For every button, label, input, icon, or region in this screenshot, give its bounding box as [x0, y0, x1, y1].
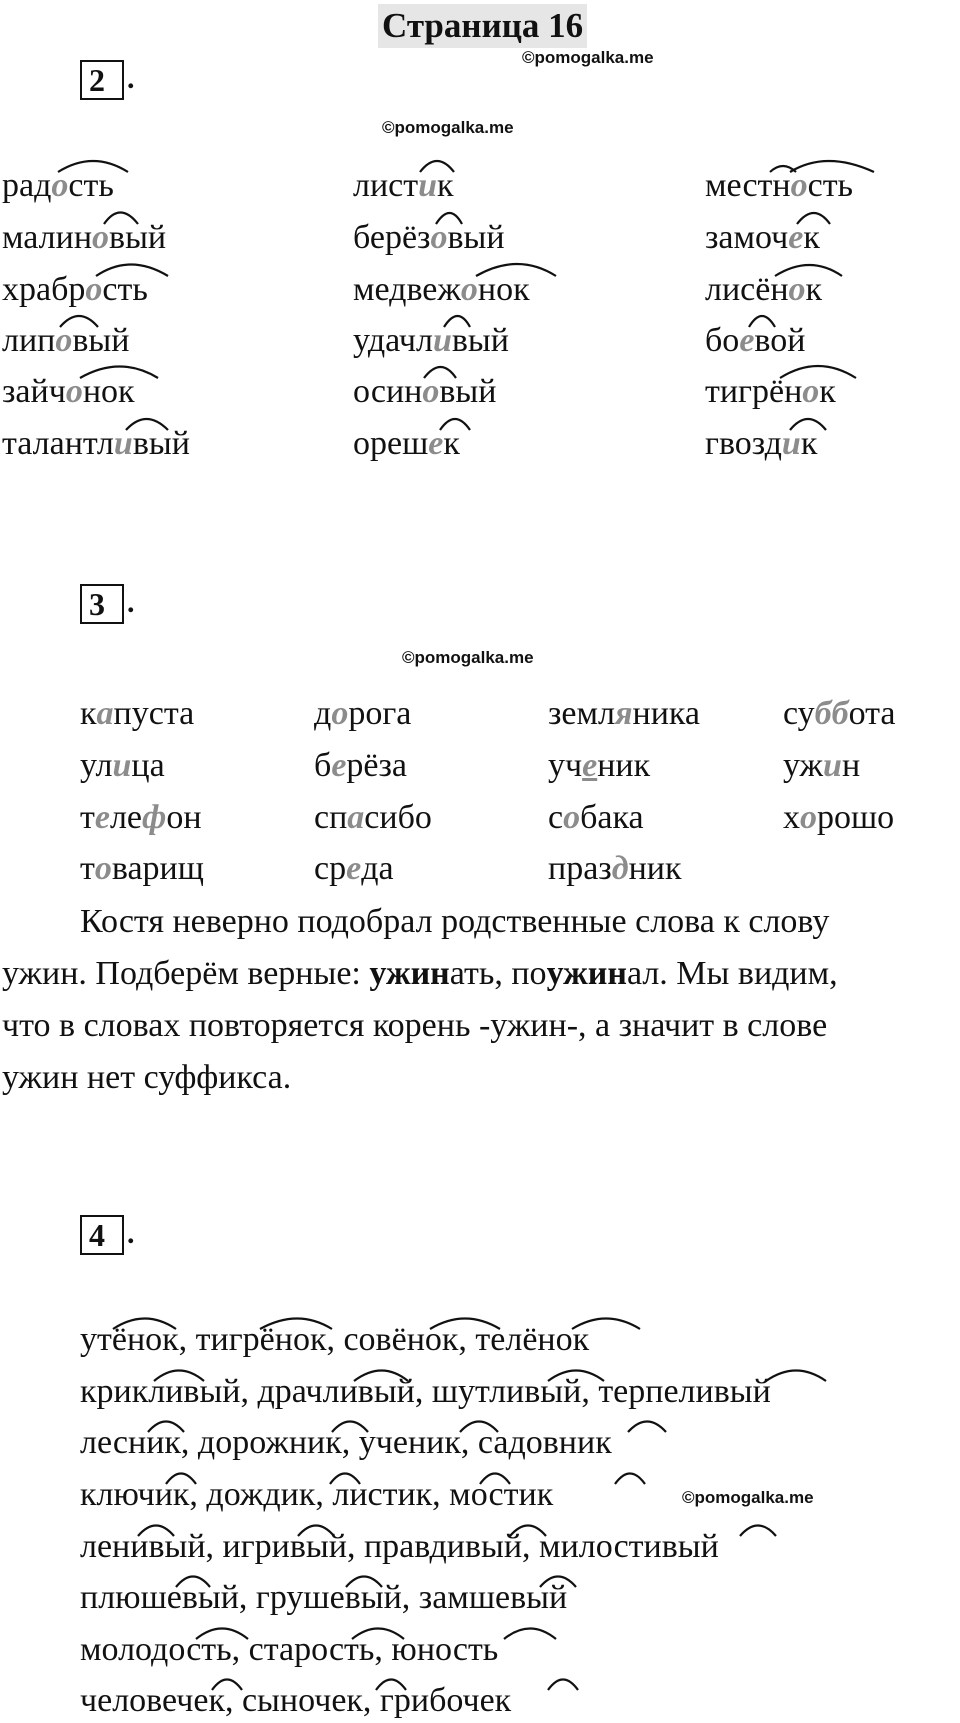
ex4-line-6: плюшевый, грушевый, замшевый: [80, 1579, 568, 1616]
word-prazdnik: праздник: [548, 850, 682, 887]
watermark: ©pomogalka.me: [402, 648, 534, 667]
word-lisyonok: лисёнок: [705, 271, 823, 308]
watermark: ©pomogalka.me: [522, 48, 654, 67]
word-beryoza: берёза: [314, 747, 408, 784]
word-beryozovyi: берёзовый: [353, 219, 505, 256]
word-khrabrost: храбрость: [2, 271, 148, 308]
word-uzhin: ужин: [783, 747, 861, 784]
word-spasibo: спасибо: [314, 799, 432, 836]
exercise-number: 3: [89, 586, 105, 622]
word-tovarishch: товарищ: [80, 850, 204, 887]
word-osinovyi: осиновый: [353, 373, 497, 410]
word-mestnost: местность: [705, 167, 854, 204]
word-listik: листик: [353, 167, 454, 204]
paragraph-line-1: Костя неверно подобрал родственные слова к слову: [80, 903, 830, 940]
word-uchenik: ученик: [548, 747, 651, 784]
ex4-line-3: лесник, дорожник, ученик, садовник: [80, 1424, 612, 1461]
word-talantlivyi: талантливый: [2, 425, 190, 462]
exercise-number: 2: [89, 62, 105, 98]
word-medvezhonok: медвежонок: [353, 271, 530, 308]
page-title: Страница 16: [378, 4, 587, 48]
ex4-line-7: молодость, старость, юность: [80, 1631, 499, 1668]
number-dot: .: [127, 62, 135, 95]
word-radost: радость: [2, 167, 114, 204]
watermark: ©pomogalka.me: [682, 1488, 814, 1507]
word-tigryonok: тигрёнок: [705, 373, 836, 410]
paragraph-line-3: что в словах повторяется корень -ужин-, а значит в слове: [2, 1007, 828, 1044]
word-khorosho: хорошо: [783, 799, 895, 836]
word-boevoi: боевой: [705, 322, 806, 359]
watermark: ©pomogalka.me: [382, 118, 514, 137]
paragraph-line-2: ужин. Подберём верные: ужинать, поужинал. Мы видим,: [2, 955, 838, 992]
word-zemlyanika: земляника: [548, 695, 701, 732]
word-udachlivyi: удачливый: [353, 322, 509, 359]
word-kapusta: капуста: [80, 695, 195, 732]
word-sreda: среда: [314, 850, 394, 887]
word-gvozdik: гвоздик: [705, 425, 818, 462]
ex4-line-1: утёнок, тигрёнок, совёнок, телёнок: [80, 1321, 590, 1358]
number-dot: .: [127, 586, 135, 619]
exercise-2-number-box: [80, 60, 124, 100]
ex4-line-2: крикливый, драчливый, шутливый, терпеливый: [80, 1373, 771, 1410]
word-telefon: телефон: [80, 799, 202, 836]
ex4-line-4: ключик, дождик, листик, мостик: [80, 1476, 554, 1513]
word-malinovyi: малиновый: [2, 219, 167, 256]
word-ulitsa: улица: [80, 747, 165, 784]
word-zaichonok: зайчонок: [2, 373, 135, 410]
word-lipovyi: липовый: [2, 322, 130, 359]
number-dot: .: [127, 1217, 135, 1250]
exercise-4-number-box: [80, 1215, 124, 1255]
paragraph-line-4: ужин нет суффикса.: [2, 1059, 292, 1096]
ex4-line-8: человечек, сыночек, грибочек: [80, 1682, 512, 1719]
exercise-number: 4: [89, 1217, 105, 1253]
word-oreshek: орешек: [353, 425, 460, 462]
ex4-line-5: ленивый, игривый, правдивый, милостивый: [80, 1528, 719, 1565]
word-zamochek: замочек: [705, 219, 820, 256]
word-doroga: дорога: [314, 695, 412, 732]
word-subbota: суббота: [783, 695, 896, 732]
word-sobaka: собака: [548, 799, 644, 836]
exercise-3-number-box: [80, 584, 124, 624]
